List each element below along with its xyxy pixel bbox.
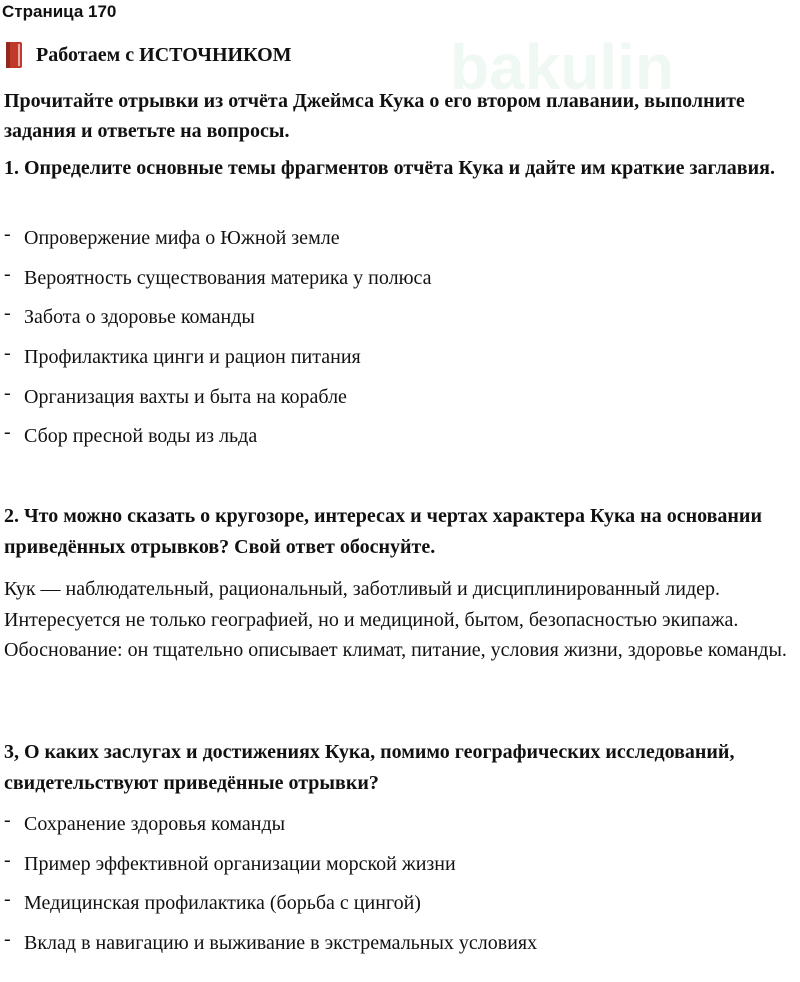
list-item: - Вклад в навигацию и выживание в экстремальных условиях bbox=[4, 928, 538, 955]
page-number: Страница 170 bbox=[2, 2, 117, 21]
list-item: - Сбор пресной воды из льда bbox=[4, 421, 258, 448]
section-header bbox=[6, 42, 292, 68]
question-1: 1. Определите основные темы фрагментов отчёта Кука и дайте им краткие заглавия. bbox=[4, 157, 775, 179]
intro-text: Прочитайте отрывки из отчёта Джеймса Кука о его втором плавании, выполните задания и ответьте на вопросы. bbox=[4, 90, 745, 142]
list-item: - Вероятность существования материка у полюса bbox=[4, 262, 432, 289]
watermark: bakulin bbox=[450, 31, 675, 103]
answer-list-3 bbox=[4, 811, 796, 970]
question-3: 3, О каких заслугах и достижениях Кука, помимо географических исследований, свидетельствуют приведённые отрывки? bbox=[4, 741, 735, 794]
list-item: - Профилактика цинги и рацион питания bbox=[4, 342, 361, 369]
list-item: - Забота о здоровье команды bbox=[4, 302, 255, 329]
list-item: - Медицинская профилактика (борьба с цингой) bbox=[4, 888, 421, 915]
book-icon bbox=[6, 42, 22, 68]
list-item: - Пример эффективной организации морской жизни bbox=[4, 848, 456, 875]
list-item: - Сохранение здоровья команды bbox=[4, 809, 286, 835]
question-2: 2. Что можно сказать о кругозоре, интересах и чертах характера Кука на основании приведённых отрывков? Свой ответ обоснуйте. bbox=[4, 505, 762, 558]
section-title: Работаем с ИСТОЧНИКОМ bbox=[36, 43, 292, 66]
answer-list-1 bbox=[4, 225, 796, 463]
answer-2: Кук — наблюдательный, рациональный, заботливый и дисциплинированный лидер. Интересуется не только географией, но и медициной, бытом, безопасностью экипажа. Обоснование: он тщательно описывает климат, питание, условия жизни, здоровье команды. bbox=[4, 578, 787, 661]
list-item: - Организация вахты и быта на корабле bbox=[4, 381, 347, 408]
list-item: - Опровержение мифа о Южной земле bbox=[4, 223, 340, 249]
